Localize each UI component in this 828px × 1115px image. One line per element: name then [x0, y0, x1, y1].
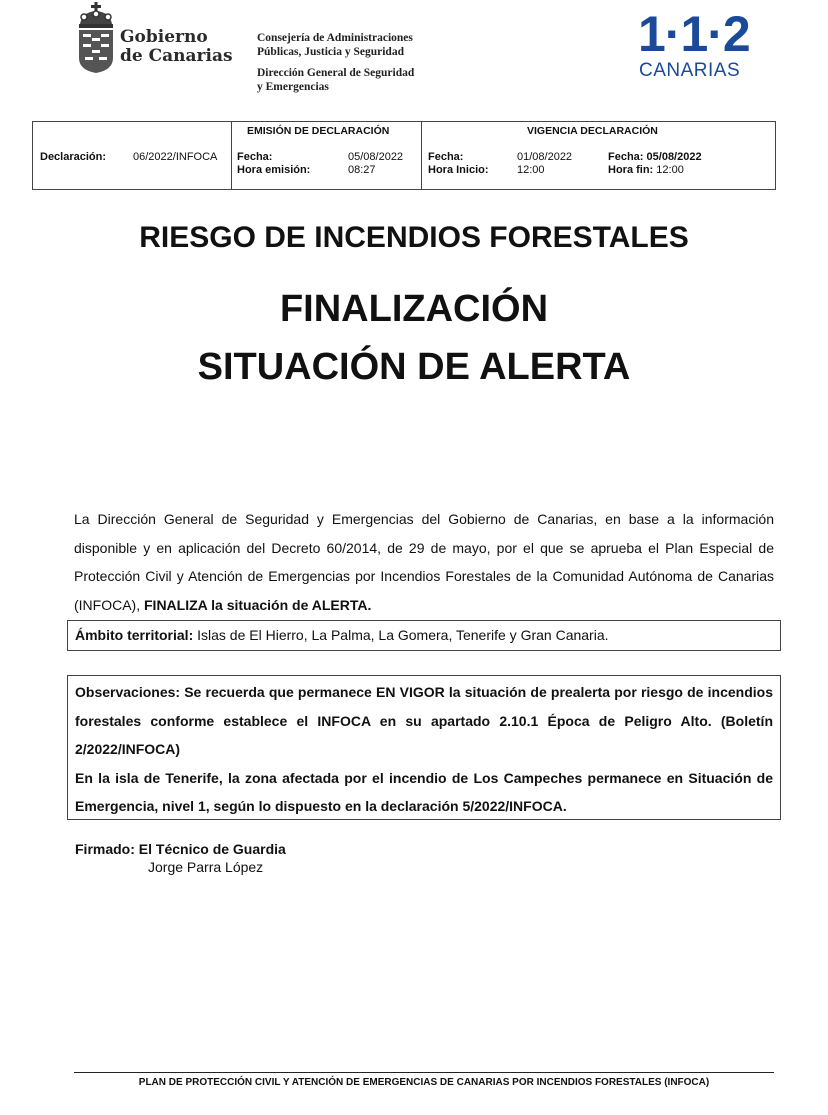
fecha-inicio-label: Fecha: [428, 151, 464, 163]
ambito-label: Ámbito territorial: [75, 627, 194, 643]
consejeria-line-1: Consejería de Administraciones [257, 32, 413, 44]
logo-112-number: 1·1·2 [638, 6, 750, 62]
firmado-label: Firmado: El Técnico de Guardia [75, 841, 286, 857]
logo-112-text: CANARIAS [639, 60, 741, 81]
direccion-general-heading [257, 66, 414, 94]
intro-text: La Dirección General de Seguridad y Emergencias del Gobierno de Canarias, en base a la información disponible y en aplicación del Decreto 60/2014, de 29 de mayo, por el que se aprueba el Plan Especial de Protección Civil y Atención de Emergencias por Incendios Forestales de la Comunidad Autónoma de Canarias (INFOCA), [74, 511, 774, 613]
ambito-territorial-box [67, 620, 781, 651]
title-situacion-alerta: SITUACIÓN DE ALERTA [197, 346, 631, 388]
coat-of-arms-icon [76, 2, 116, 74]
intro-paragraph [74, 505, 774, 619]
consejeria-heading [257, 31, 413, 59]
fecha-emision-value: 05/08/2022 [348, 151, 404, 163]
gobierno-canarias-name [120, 28, 233, 66]
fecha-fin-label: Fecha: [608, 151, 644, 163]
emision-header: EMISIÓN DE DECLARACIÓN [247, 125, 390, 137]
footer-text: PLAN DE PROTECCIÓN CIVIL Y ATENCIÓN DE EMERGENCIAS DE CANARIAS POR INCENDIOS FORESTALES (INFOCA) [138, 1077, 710, 1088]
vigencia-header: VIGENCIA DECLARACIÓN [527, 125, 658, 137]
declaracion-value: 06/2022/INFOCA [133, 151, 218, 163]
hora-fin [608, 164, 684, 177]
logo-112-canarias [636, 8, 756, 84]
hora-fin-value: 12:00 [656, 164, 684, 176]
fecha-fin-value: 05/08/2022 [646, 151, 702, 163]
firmante-name: Jorge Parra López [148, 859, 264, 875]
direccion-line-1: Dirección General de Seguridad [257, 67, 415, 79]
hora-inicio-value: 12:00 [517, 164, 545, 176]
hora-inicio-label: Hora Inicio: [428, 164, 489, 176]
gobierno-canarias-logo [76, 2, 236, 74]
declaration-table [32, 121, 776, 190]
observaciones-paragraph-1: Observaciones: Se recuerda que permanece EN VIGOR la situación de prealerta por riesgo de incendios forestales conforme establece el INFOCA en su apartado 2.10.1 Época de Peligro Alto. (Boletín 2/2022/INFOCA) [75, 684, 773, 757]
hora-emision-value: 08:27 [348, 164, 376, 176]
gobierno-line: Gobierno [120, 27, 208, 47]
ambito-value: Islas de El Hierro, La Palma, La Gomera, Tenerife y Gran Canaria. [197, 627, 609, 643]
direccion-line-2: y Emergencias [257, 81, 329, 93]
footer-divider [74, 1072, 774, 1073]
table-divider [231, 122, 232, 189]
hora-fin-label: Hora fin: [608, 164, 654, 176]
hora-emision-label: Hora emisión: [237, 164, 311, 176]
title-riesgo: RIESGO DE INCENDIOS FORESTALES [139, 221, 689, 254]
fecha-fin [608, 151, 702, 164]
fecha-emision-label: Fecha: [237, 151, 273, 163]
declaracion-label: Declaración: [40, 151, 107, 163]
intro-bold: FINALIZA la situación de ALERTA. [144, 596, 372, 613]
title-finalizacion: FINALIZACIÓN [279, 288, 549, 330]
canarias-line: de Canarias [120, 46, 233, 66]
consejeria-line-2: Públicas, Justicia y Seguridad [257, 46, 404, 58]
observaciones-box [67, 675, 781, 820]
observaciones-paragraph-2: En la isla de Tenerife, la zona afectada por el incendio de Los Campeches permanece en Situación de Emergencia, nivel 1, según lo dispuesto en la declaración 5/2022/INFOCA. [75, 769, 773, 814]
table-divider [421, 122, 422, 189]
fecha-inicio-value: 01/08/2022 [517, 151, 573, 163]
